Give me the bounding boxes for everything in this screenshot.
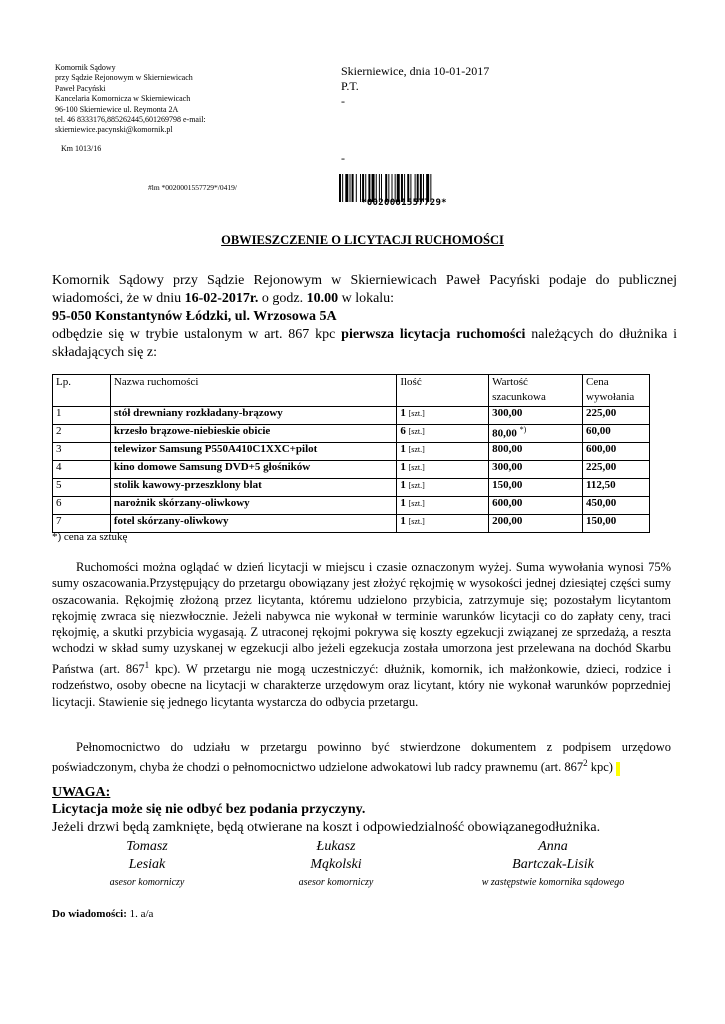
qty-unit: [szt.] [408,445,425,454]
value-amount: 600,00 [492,497,523,509]
distribution-note [52,908,153,920]
qty-unit: [szt.] [408,499,425,508]
initials: P.T. [341,79,359,93]
row-lp: 4 [53,461,111,479]
value-amount: 300,00 [492,407,523,419]
header-value-line: szacunkowa [492,391,546,403]
header-price [583,375,650,407]
intro-text: Komornik Sądowy przy Sądzie Rejonowym w Skierniewicach Paweł Pacyński podaje do publicznej wiadomości, że w dniu [52,273,677,306]
qty-value: 1 [400,443,406,455]
document-title: OBWIESZCZENIE O LICYTACJI RUCHOMOŚCI [221,233,504,247]
signer-first-name: Łukasz [316,839,356,854]
proxy-paragraph [52,739,671,776]
value-amount: 80,00 [492,427,517,440]
sender-line: 96-100 Skierniewice ul. Reymonta 2A [55,104,179,114]
table-footnote: *) cena za sztukę [52,531,128,543]
header-price-line: wywołania [586,391,635,403]
header-value [489,375,583,407]
table-row [53,497,650,515]
highlight-mark [616,762,620,776]
signer-role: asesor komorniczy [298,877,374,888]
barcode-text: *0020001557729* [361,198,447,208]
sender-line: przy Sądzie Rejonowym w Skierniewicach [55,73,193,83]
header-value-line: Wartość [492,376,528,388]
article-superscript: 2 [583,758,588,769]
row-lp: 2 [53,425,111,443]
table-row [53,425,650,443]
row-qty [397,461,489,479]
table-row [53,407,650,425]
signature-block [47,838,247,892]
qty-value: 1 [400,515,406,527]
qty-value: 1 [400,407,406,419]
qty-value: 6 [400,425,406,437]
row-price: 60,00 [583,425,650,443]
intro-text: należących do dłużnika i składających się z: [52,327,677,360]
table-row [53,461,650,479]
value-amount: 300,00 [492,461,523,473]
table-header-row [53,375,650,407]
row-lp: 6 [53,497,111,515]
row-name: telewizor Samsung P550A410C1XXC+pilot [110,443,396,461]
auction-type: pierwsza licytacja ruchomości [341,327,526,342]
header-qty: Ilość [397,375,489,407]
signer-first-name: Anna [538,839,568,854]
header-lp: Lp. [53,375,111,407]
header-price-line: Cena [586,376,609,388]
warning-line-bold: Licytacja może się nie odbyć bez podania przyczyny. [52,802,366,817]
sender-address-block [55,63,206,136]
row-value [489,425,583,443]
dash-marker: - [341,94,345,108]
paragraph-text: kpc). W przetargu nie mogą uczestniczyć: dłużnik, komornik, ich małżonkowie, dzieci, rodzice i rodzeństwo, osoby obecne na licytacji w charakterze urzędowym oraz licytant, który nie wykonał warunków poprzedniej licytacji. Stawienie się jednego licytanta wystarcza do odbycia przetargu. [52,661,671,709]
row-value [489,497,583,515]
signature-block [453,838,653,892]
row-qty [397,479,489,497]
auction-location: 95-050 Konstantynów Łódzki, ul. Wrzosowa 5A [52,309,337,324]
row-price: 450,00 [583,497,650,515]
header-name: Nazwa ruchomości [110,375,396,407]
row-value [489,515,583,533]
signer-first-name: Tomasz [126,839,168,854]
signer-last-name: Mąkolski [310,857,362,872]
intro-text: odbędzie się w trybie ustalonym w art. 867 kpc [52,327,342,342]
row-qty [397,515,489,533]
row-price: 112,50 [583,479,650,497]
row-name: krzesło brązowe-niebieskie obicie [110,425,396,443]
intro-text: w lokalu: [338,291,395,306]
intro-paragraph [52,272,677,362]
table-row [53,515,650,533]
barcode-reference: #lm *0020001557729*/0419/ [148,183,237,192]
row-lp: 5 [53,479,111,497]
distribution-value: 1. a/a [126,908,154,920]
row-qty [397,425,489,443]
row-name: kino domowe Samsung DVD+5 głośników [110,461,396,479]
sender-line: tel. 46 8333176,885262445,601269798 e-mail: [55,115,206,125]
value-amount: 800,00 [492,443,523,455]
qty-unit: [szt.] [408,427,425,436]
article-superscript: 1 [144,659,150,670]
sender-line: skierniewice.pacynski@komornik.pl [55,125,173,135]
sender-line: Komornik Sądowy [55,63,116,72]
signer-last-name: Bartczak-Lisik [512,857,594,872]
qty-unit: [szt.] [408,463,425,472]
row-lp: 1 [53,407,111,425]
signature-block [236,838,436,892]
row-name: narożnik skórzany-oliwkowy [110,497,396,515]
paragraph-text: Ruchomości można oglądać w dzień licytacji w miejscu i czasie oznaczonym wyżej. Suma wywołania wynosi 75% sumy oszacowania.Przystępujący do przetargu obowiązany jest złożyć rękojmię w wysokości jednej dziesiątej części sumy oszacowania. Rękojmię złożoną przez licytanta, któremu udzielono przybicia, zatrzymuje się; pozostałym licytantom rękojmię zwraca się niezwłocznie. Jeżeli nabywca nie wykonał w terminie warunków licytacji co do zapłaty ceny, traci rękojmię, a skutki przybicia wygasają. Z utraconej rękojmi pokrywa się koszty egzekucji związanej ze sprzedażą, a reszta wchodzi w skład sumy uzyskanej w egzekucji albo jeżeli egzekucja została umorzona jest przelewana na dochód Skarbu Państwa (art. 867 [52,560,671,676]
table-row [53,479,650,497]
row-name: stół drewniany rozkładany-brązowy [110,407,396,425]
sender-line: Kancelaria Komornicza w Skierniewicach [55,94,191,104]
footnote-mark: *) [519,425,527,434]
conditions-paragraph [52,559,671,710]
row-value [489,461,583,479]
paragraph-text: kpc) [587,760,613,775]
qty-unit: [szt.] [408,517,425,526]
row-qty [397,407,489,425]
row-lp: 3 [53,443,111,461]
value-amount: 150,00 [492,479,523,491]
auction-time: 10.00 [306,291,339,306]
intro-text: o godz. [258,291,307,306]
sender-line: Paweł Pacyński [55,83,106,93]
signer-role: asesor komorniczy [109,877,185,888]
row-lp: 7 [53,515,111,533]
row-value [489,443,583,461]
distribution-label: Do wiadomości: [52,908,127,920]
row-value [489,407,583,425]
row-name: fotel skórzany-oliwkowy [110,515,396,533]
qty-value: 1 [400,497,406,509]
row-price: 150,00 [583,515,650,533]
row-value [489,479,583,497]
row-qty [397,443,489,461]
row-price: 225,00 [583,407,650,425]
value-amount: 200,00 [492,515,523,527]
warning-heading: UWAGA: [52,785,111,800]
row-price: 225,00 [583,461,650,479]
qty-unit: [szt.] [408,481,425,490]
qty-unit: [szt.] [408,409,425,418]
row-qty [397,497,489,515]
case-number: Km 1013/16 [61,144,102,153]
dash-marker: - [341,151,345,165]
table-row [53,443,650,461]
auction-date: 16-02-2017r. [184,291,259,306]
signer-role: w zastępstwie komornika sądowego [481,877,625,888]
paragraph-text: Pełnomocnictwo do udziału w przetargu powinno być stwierdzone dokumentem z podpisem urzędowo poświadczonym, chyba że chodzi o pełnomocnictwo udzielone adwokatowi lub radcy prawnemu (art. 867 [52,740,671,775]
row-price: 600,00 [583,443,650,461]
warning-line: Jeżeli drzwi będą zamknięte, będą otwierane na koszt i odpowiedzialność obowiązanegodłużnika. [52,820,601,835]
row-name: stolik kawowy-przeszklony blat [110,479,396,497]
place-date: Skierniewice, dnia 10-01-2017 [341,64,490,78]
qty-value: 1 [400,479,406,491]
date-block [341,64,489,109]
signer-last-name: Lesiak [128,857,166,872]
items-table [52,374,650,533]
qty-value: 1 [400,461,406,473]
